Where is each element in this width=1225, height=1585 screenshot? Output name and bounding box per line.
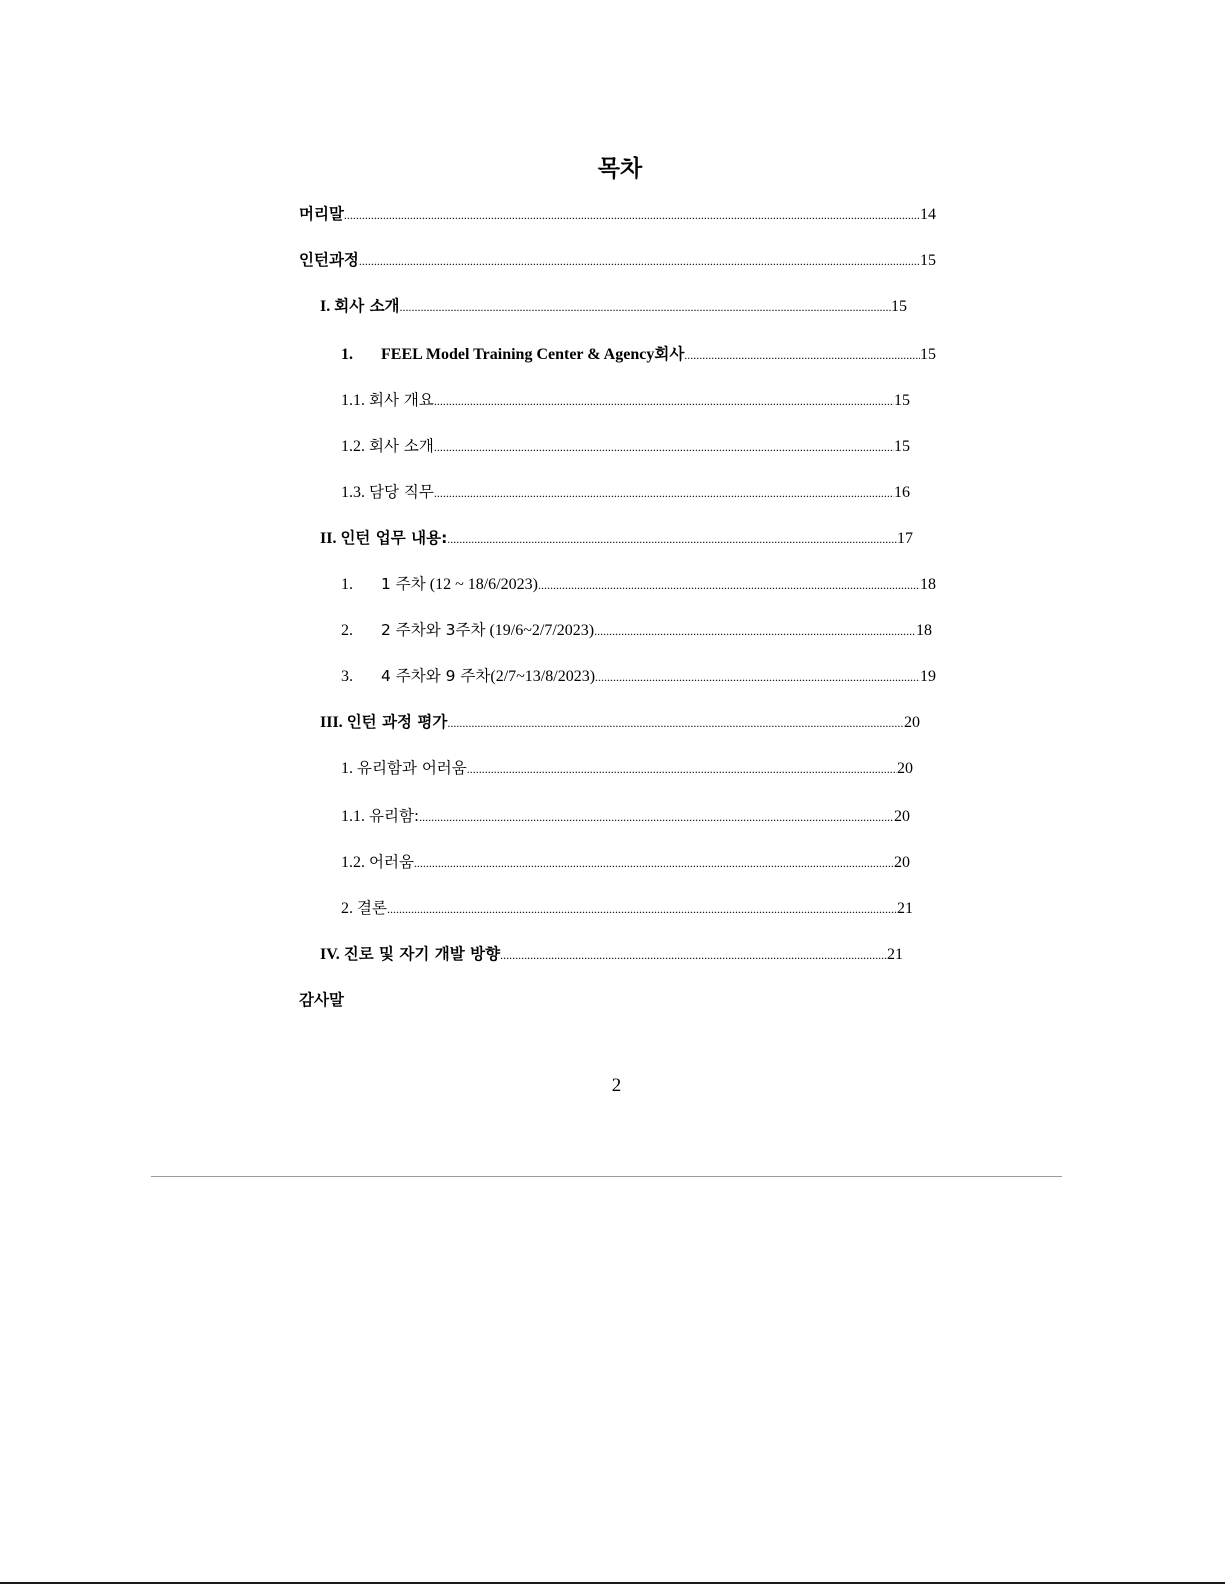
toc-leader-dots [447,532,897,547]
toc-entry-number: I. [320,298,331,315]
toc-entry-page: 21 [887,946,903,963]
toc-entry-page: 19 [920,668,936,685]
toc-entry-page: 15 [894,438,910,455]
toc-entry-week-1[interactable] [341,572,936,596]
toc-entry-section-1[interactable] [320,294,907,318]
toc-entry-label: 인턴과정 [299,251,359,269]
toc-entry-label-korean: 회사 [654,345,685,363]
toc-entry-acknowledgements[interactable] [299,988,499,1012]
toc-entry-number: 2. [341,900,353,917]
toc-entry-number: 3. [341,668,353,685]
toc-entry-week-4-9[interactable] [341,664,936,688]
toc-leader-dots [684,348,920,363]
toc-entry-number: IV. [320,946,340,963]
toc-entry-page: 14 [920,206,936,223]
toc-entry-number: 1. [341,346,353,363]
toc-entry-page: 17 [897,530,913,547]
toc-entry-1-2[interactable] [341,434,910,458]
toc-entry-label: 회사 소개 [334,297,400,315]
toc-entry-page: 15 [920,252,936,269]
toc-entry-page: 18 [920,576,936,593]
toc-entry-page: 20 [894,854,910,871]
toc-entry-3-1-1[interactable] [341,804,910,828]
toc-entry-number: 1.1. [341,392,365,409]
toc-entry-internship[interactable] [299,248,936,272]
toc-entry-label-dates: (12 ~ 18/6/2023) [425,576,538,593]
toc-entry-3-2[interactable] [341,896,913,920]
toc-entry-page: 15 [894,392,910,409]
toc-leader-dots [359,254,920,269]
toc-entry-number: II. [320,530,337,547]
page-divider [151,1176,1062,1177]
toc-leader-dots [400,300,891,315]
toc-entry-section-4[interactable] [320,942,903,966]
toc-entry-page: 21 [897,900,913,917]
toc-entry-section-3[interactable] [320,710,920,734]
toc-entry-section-2[interactable] [320,526,913,550]
toc-entry-number: 1.3. [341,484,365,501]
toc-leader-dots [387,902,897,917]
toc-entry-number: III. [320,714,343,731]
toc-entry-label-dates: (19/6~2/7/2023) [485,622,595,639]
toc-entry-page: 20 [894,808,910,825]
toc-entry-label: 머리말 [299,205,344,223]
toc-leader-dots [419,810,894,825]
toc-leader-dots [344,208,920,223]
toc-entry-label: 담당 직무 [369,483,434,501]
toc-entry-week-2-3[interactable] [341,618,932,642]
toc-entry-label: 진로 및 자기 개발 방향 [343,945,501,963]
toc-entry-page: 18 [916,622,932,639]
toc-entry-preface[interactable] [299,202,936,226]
toc-entry-number: 1. [341,576,353,593]
toc-entry-label: 결론 [357,899,387,917]
toc-entry-label: 회사 소개 [369,437,434,455]
toc-entry-3-1-2[interactable] [341,850,910,874]
toc-entry-label: 인턴 업무 내용: [340,529,448,547]
toc-leader-dots [594,624,916,639]
toc-entry-number: 1.2. [341,854,365,871]
toc-leader-dots [467,762,897,777]
toc-leader-dots [434,440,894,455]
toc-entry-label: 어러움 [369,853,414,871]
toc-entry-number: 2. [341,622,353,639]
toc-leader-dots [447,716,904,731]
toc-entry-label: 인턴 과정 평가 [346,713,448,731]
toc-entry-number: 1.2. [341,438,365,455]
toc-entry-label-korean: 1 주차 [381,575,426,593]
toc-entry-1-company[interactable] [341,342,936,366]
toc-entry-1-3[interactable] [341,480,910,504]
toc-leader-dots [434,486,894,501]
toc-entry-label: 유리함과 어러움 [357,759,467,777]
toc-leader-dots [500,948,887,963]
toc-entry-label-dates: (2/7~13/8/2023) [490,668,596,685]
page-number: 2 [611,1075,622,1096]
toc-entry-page: 16 [894,484,910,501]
viewer-bottom-edge [0,1582,1225,1584]
toc-entry-label: 유리함: [369,807,420,825]
toc-entry-number: 1. [341,760,353,777]
toc-entry-label-latin: FEEL Model Training Center & Agency [381,346,655,363]
toc-leader-dots [434,394,894,409]
toc-entry-label-korean: 4 주차와 9 주차 [381,667,491,685]
toc-entry-number: 1.1. [341,808,365,825]
toc-entry-page: 15 [920,346,936,363]
toc-leader-dots [595,670,920,685]
toc-entry-3-1[interactable] [341,756,913,780]
toc-entry-label: 감사말 [299,991,344,1009]
toc-leader-dots [414,856,894,871]
toc-entry-page: 15 [891,298,907,315]
toc-entry-page: 20 [904,714,920,731]
toc-title: 목차 [597,156,643,182]
toc-entry-1-1[interactable] [341,388,910,412]
toc-leader-dots [538,578,920,593]
toc-entry-page: 20 [897,760,913,777]
toc-entry-label: 회사 개요 [369,391,434,409]
toc-entry-label-korean: 2 주차와 3주차 [381,621,486,639]
